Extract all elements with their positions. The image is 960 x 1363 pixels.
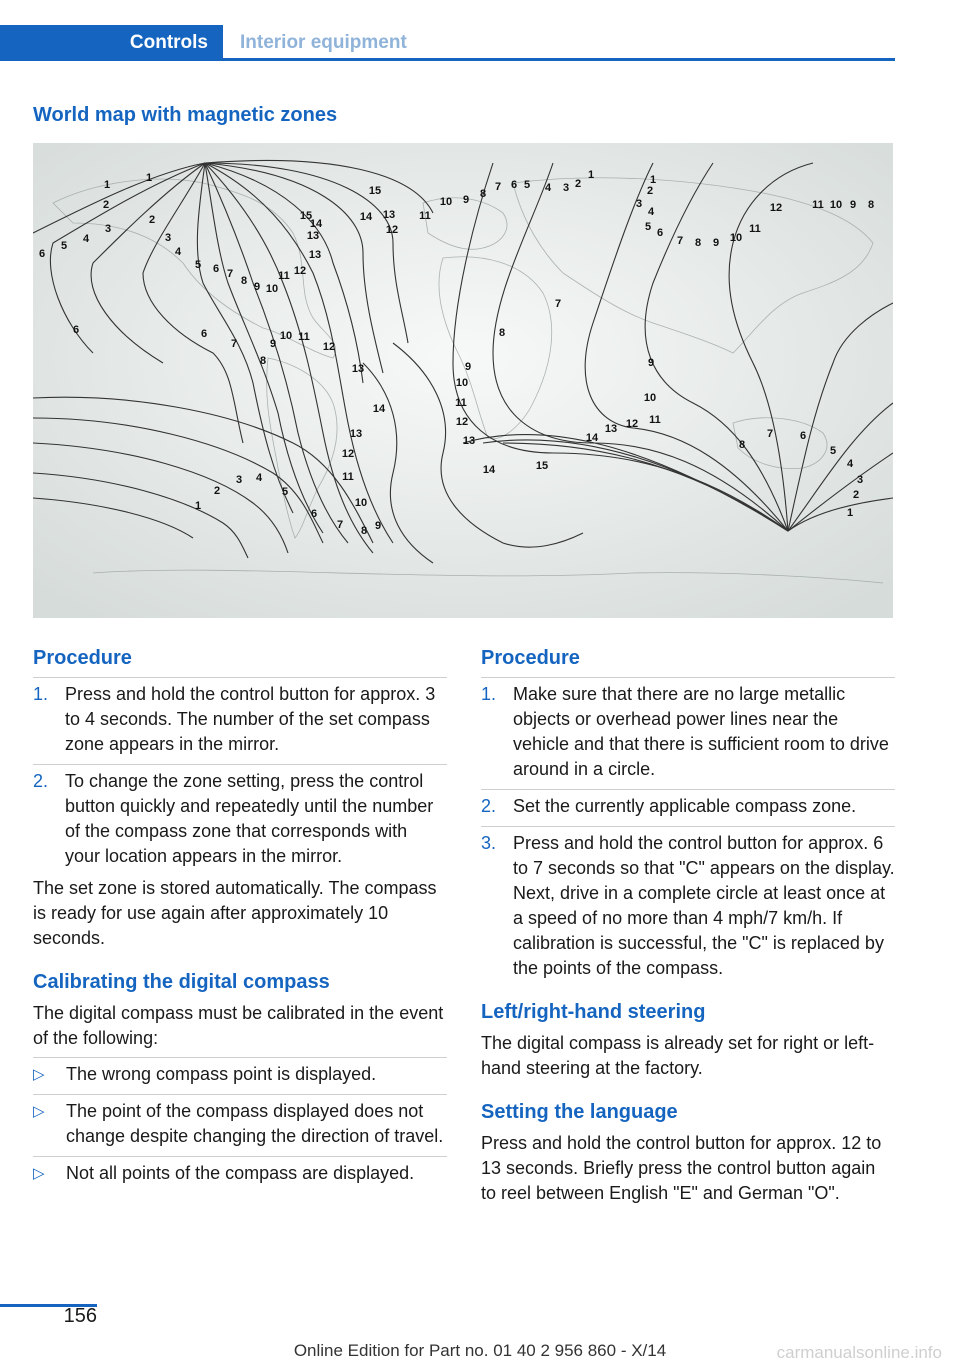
tab-underline	[223, 58, 895, 61]
zone-label: 11	[419, 210, 431, 222]
zone-label: 6	[310, 508, 318, 520]
zone-label: 9	[849, 199, 857, 211]
zone-label: 2	[148, 214, 156, 226]
step-text: Set the currently applicable compass zone.	[513, 796, 857, 816]
zone-label: 15	[299, 210, 313, 222]
triangle-bullet-icon: ▷	[33, 1103, 45, 1120]
zone-label: 13	[349, 428, 363, 440]
zone-label: 10	[439, 196, 453, 208]
zone-label: 7	[766, 428, 774, 440]
calibration-conditions	[33, 1062, 447, 1186]
zone-label: 13	[351, 363, 365, 375]
tab-interior-equipment[interactable]	[240, 25, 407, 61]
zone-label: 10	[279, 330, 293, 342]
list-separator	[33, 1057, 447, 1058]
zone-label: 10	[354, 497, 368, 509]
zone-label: 8	[694, 237, 702, 249]
stored-zone-text: The set zone is stored automatically. The compass is ready for use again after approximately 10 seconds.	[33, 878, 437, 948]
calibrating-intro: The digital compass must be calibrated in the event of the following:	[33, 1003, 444, 1048]
steering-text: The digital compass is already set for right or left-hand steering at the factory.	[481, 1033, 875, 1078]
list-separator	[481, 826, 895, 827]
procedure-heading-right: Procedure	[481, 647, 580, 669]
zone-label: 9	[253, 281, 261, 293]
procedure-steps-right	[481, 682, 895, 981]
triangle-bullet-icon: ▷	[33, 1066, 45, 1083]
zone-label: 9	[269, 338, 277, 350]
bullet-text: The point of the compass displayed does not change despite changing the direction of travel.	[66, 1101, 444, 1146]
zone-label: 4	[647, 206, 655, 218]
zone-label: 10	[455, 377, 469, 389]
zone-label: 8	[738, 439, 746, 451]
zone-label: 11	[455, 397, 467, 409]
step-number: 3.	[481, 833, 497, 853]
list-item	[33, 682, 447, 757]
zone-label: 3	[104, 223, 112, 235]
zone-label: 2	[102, 199, 110, 211]
list-item	[33, 769, 447, 869]
language-heading: Setting the language	[481, 1101, 678, 1123]
zone-label: 6	[656, 227, 664, 239]
zone-label: 12	[293, 265, 307, 277]
zone-label: 11	[812, 199, 824, 211]
zone-label: 9	[712, 237, 720, 249]
zone-label: 11	[342, 471, 354, 483]
zone-label: 7	[676, 235, 684, 247]
tab-interior-equipment-label: Interior equipment	[240, 32, 407, 53]
zone-label: 11	[649, 414, 661, 426]
zone-label: 10	[265, 283, 279, 295]
list-separator	[481, 677, 895, 678]
zone-label: 11	[298, 331, 310, 343]
zone-label: 1	[846, 507, 854, 519]
zone-label: 7	[554, 298, 562, 310]
step-text: To change the zone setting, press the control button quickly and repeatedly until the number of the compass zone that corresponds with your location appears in the mirror.	[65, 771, 434, 866]
procedure-heading-left: Procedure	[33, 647, 132, 669]
zone-label: 12	[455, 416, 469, 428]
zone-label: 3	[235, 474, 243, 486]
zone-label: 1	[103, 179, 111, 191]
zone-label: 6	[72, 324, 80, 336]
zone-label: 1	[145, 172, 153, 184]
left-column	[33, 645, 447, 1193]
zone-label: 7	[494, 181, 502, 193]
zone-label: 11	[749, 223, 761, 235]
header-tabbar	[0, 25, 895, 61]
step-number: 2.	[481, 796, 497, 816]
zone-label: 1	[194, 500, 202, 512]
zone-label: 12	[322, 341, 336, 353]
zone-label: 3	[562, 182, 570, 194]
zone-label: 7	[336, 519, 344, 531]
zone-label: 14	[482, 464, 496, 476]
zone-label: 8	[479, 188, 487, 200]
tab-controls-label: Controls	[129, 32, 208, 53]
zone-label: 12	[769, 202, 783, 214]
zone-label: 8	[240, 275, 248, 287]
calibrating-heading: Calibrating the digital compass	[33, 971, 330, 993]
zone-label: 6	[510, 179, 518, 191]
zone-label: 3	[164, 232, 172, 244]
zone-label: 5	[281, 486, 289, 498]
zone-label: 14	[359, 211, 373, 223]
zone-label: 3	[635, 198, 643, 210]
list-separator	[33, 1156, 447, 1157]
zone-label: 6	[212, 263, 220, 275]
tab-controls[interactable]	[0, 25, 223, 61]
list-separator	[33, 677, 447, 678]
zone-label: 8	[259, 355, 267, 367]
step-text: Press and hold the control button for approx. 6 to 7 seconds so that "C" appears on the display. Next, drive in a complete circle at least once at a speed of no more than 4 mph/7 km/h. If calibration is successful, the "C" is replaced by the points of the compass.	[513, 833, 895, 978]
list-item	[481, 682, 895, 782]
zone-label: 5	[194, 259, 202, 271]
list-item	[481, 794, 895, 819]
zone-label: 4	[82, 233, 90, 245]
zone-label: 2	[852, 489, 860, 501]
watermark: carmanualsonline.info	[776, 1343, 942, 1362]
zone-label: 4	[544, 182, 552, 194]
zone-label: 4	[846, 458, 854, 470]
zone-label: 13	[462, 435, 476, 447]
zone-label: 11	[278, 270, 290, 282]
triangle-bullet-icon: ▷	[33, 1165, 45, 1182]
zone-label: 10	[829, 199, 843, 211]
zone-label: 10	[729, 232, 743, 244]
zone-label: 8	[867, 199, 875, 211]
step-text: Press and hold the control button for approx. 3 to 4 seconds. The number of the set compass zone appears in the mirror.	[65, 684, 436, 754]
zone-label: 6	[38, 248, 46, 260]
zone-label: 14	[309, 218, 323, 230]
zone-label: 15	[368, 185, 382, 197]
step-text: Make sure that there are no large metallic objects or overhead power lines near the vehicle and that there is sufficient room to drive around in a circle.	[513, 684, 889, 779]
zone-label: 4	[255, 472, 263, 484]
zone-label: 3	[856, 474, 864, 486]
zone-label: 2	[213, 485, 221, 497]
language-text: Press and hold the control button for approx. 12 to 13 seconds. Briefly press the control button again to reel between English "E" and German "O".	[481, 1133, 882, 1203]
list-item	[481, 831, 895, 981]
list-item	[33, 1099, 447, 1149]
step-number: 1.	[481, 684, 497, 704]
zone-label: 5	[644, 221, 652, 233]
zone-label: 8	[360, 525, 368, 537]
zone-label: 15	[535, 460, 549, 472]
zone-label: 14	[372, 403, 386, 415]
list-item	[33, 1062, 447, 1087]
steering-heading: Left/right-hand steering	[481, 1001, 706, 1023]
zone-label: 9	[464, 361, 472, 373]
step-number: 1.	[33, 684, 49, 704]
map-title: World map with magnetic zones	[33, 104, 338, 126]
zone-label: 12	[341, 448, 355, 460]
step-number: 2.	[33, 771, 49, 791]
zone-label: 9	[462, 194, 470, 206]
zone-label: 5	[523, 179, 531, 191]
zone-label: 10	[643, 392, 657, 404]
world-magnetic-zone-map	[33, 143, 893, 618]
list-item	[33, 1161, 447, 1186]
zone-label: 8	[498, 327, 506, 339]
zone-label: 2	[574, 178, 582, 190]
zone-label: 12	[385, 224, 399, 236]
zone-label: 1	[587, 169, 595, 181]
zone-label: 2	[646, 185, 654, 197]
zone-label: 9	[647, 357, 655, 369]
procedure-steps-left	[33, 682, 447, 869]
list-separator	[481, 789, 895, 790]
bullet-text: The wrong compass point is displayed.	[66, 1064, 377, 1084]
page-number: 156	[63, 1305, 97, 1327]
zone-label: 5	[829, 445, 837, 457]
zone-label: 4	[174, 246, 182, 258]
zone-label: 7	[226, 268, 234, 280]
edition-footer: Online Edition for Part no. 01 40 2 956 860 - X/14	[293, 1341, 667, 1360]
zone-label: 13	[308, 249, 322, 261]
zone-label: 13	[306, 230, 320, 242]
zone-label: 13	[382, 209, 396, 221]
zone-label: 14	[585, 432, 599, 444]
zone-label: 13	[604, 423, 618, 435]
zone-label: 7	[230, 338, 238, 350]
zone-label: 6	[799, 430, 807, 442]
list-separator	[33, 764, 447, 765]
zone-label: 6	[200, 328, 208, 340]
bullet-text: Not all points of the compass are displayed.	[66, 1163, 415, 1183]
zone-label: 1	[649, 174, 657, 186]
zone-label: 5	[60, 240, 68, 252]
zone-label: 12	[625, 418, 639, 430]
right-column	[481, 645, 895, 1212]
zone-label: 9	[374, 520, 382, 532]
list-separator	[33, 1094, 447, 1095]
